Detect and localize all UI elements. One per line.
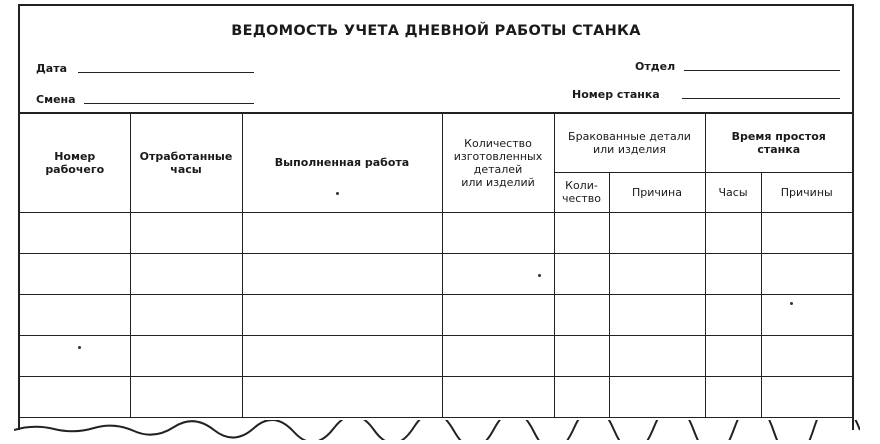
table-cell[interactable] [761,212,852,253]
torn-paper-edge [14,420,860,440]
table-cell[interactable] [20,294,130,335]
table-cell[interactable] [442,335,554,376]
machine-number-field[interactable] [682,98,840,99]
form-title: ВЕДОМОСТЬ УЧЕТА ДНЕВНОЙ РАБОТЫ СТАНКА [231,23,641,39]
table-cell[interactable] [242,335,442,376]
table-cell[interactable] [554,294,609,335]
table-cell[interactable] [442,294,554,335]
table-cell[interactable] [20,253,130,294]
table-cell[interactable] [20,335,130,376]
header-downtime-group: Время простоя станка [705,113,852,172]
table-cell[interactable] [609,335,705,376]
table-cell[interactable] [130,212,242,253]
header-defective-quantity: Коли- чество [554,172,609,212]
table-cell[interactable] [705,294,761,335]
header-row-top [20,113,852,172]
table-cell[interactable] [20,212,130,253]
table-cell[interactable] [705,376,761,417]
table-cell[interactable] [242,294,442,335]
table-row [20,212,852,253]
table-cell[interactable] [705,335,761,376]
date-label: Дата [36,62,68,75]
header-downtime-reasons: Причины [761,172,852,212]
table-cell[interactable] [609,253,705,294]
table-cell[interactable] [554,253,609,294]
date-field[interactable] [78,72,254,73]
table-cell[interactable] [705,212,761,253]
table-cell[interactable] [761,253,852,294]
table-cell[interactable] [242,253,442,294]
table-cell[interactable] [242,376,442,417]
table-cell[interactable] [20,376,130,417]
table-row [20,253,852,294]
table-cell[interactable] [761,335,852,376]
print-speck [336,192,339,195]
ledger-form [18,4,854,430]
table-cell[interactable] [609,212,705,253]
machine-number-label: Номер станка [572,88,660,101]
department-label: Отдел [635,60,676,73]
table-cell[interactable] [761,294,852,335]
header-hours-worked: Отработанные часы [130,113,242,212]
table-cell[interactable] [609,294,705,335]
table-row [20,294,852,335]
table-cell[interactable] [442,253,554,294]
print-speck [78,346,81,349]
ledger-body [20,212,852,417]
ledger-table [20,112,852,418]
header-work-performed: Выполненная работа [242,113,442,212]
table-cell[interactable] [761,376,852,417]
table-row [20,335,852,376]
table-cell[interactable] [554,335,609,376]
table-cell[interactable] [609,376,705,417]
header-defective-group: Бракованные детали или изделия [554,113,705,172]
header-defective-reason: Причина [609,172,705,212]
table-cell[interactable] [242,212,442,253]
header-downtime-hours: Часы [705,172,761,212]
department-field[interactable] [684,70,840,71]
table-cell[interactable] [130,376,242,417]
header-quantity-produced: Количество изготовленных деталей или изделий [442,113,554,212]
table-cell[interactable] [130,253,242,294]
table-cell[interactable] [442,212,554,253]
shift-field[interactable] [84,103,254,104]
table-cell[interactable] [442,376,554,417]
table-cell[interactable] [705,253,761,294]
print-speck [790,302,793,305]
table-row [20,376,852,417]
print-speck [538,274,541,277]
table-cell[interactable] [554,376,609,417]
table-cell[interactable] [130,294,242,335]
table-cell[interactable] [130,335,242,376]
table-cell[interactable] [554,212,609,253]
header-worker-number: Номер рабочего [20,113,130,212]
shift-label: Смена [36,93,76,106]
